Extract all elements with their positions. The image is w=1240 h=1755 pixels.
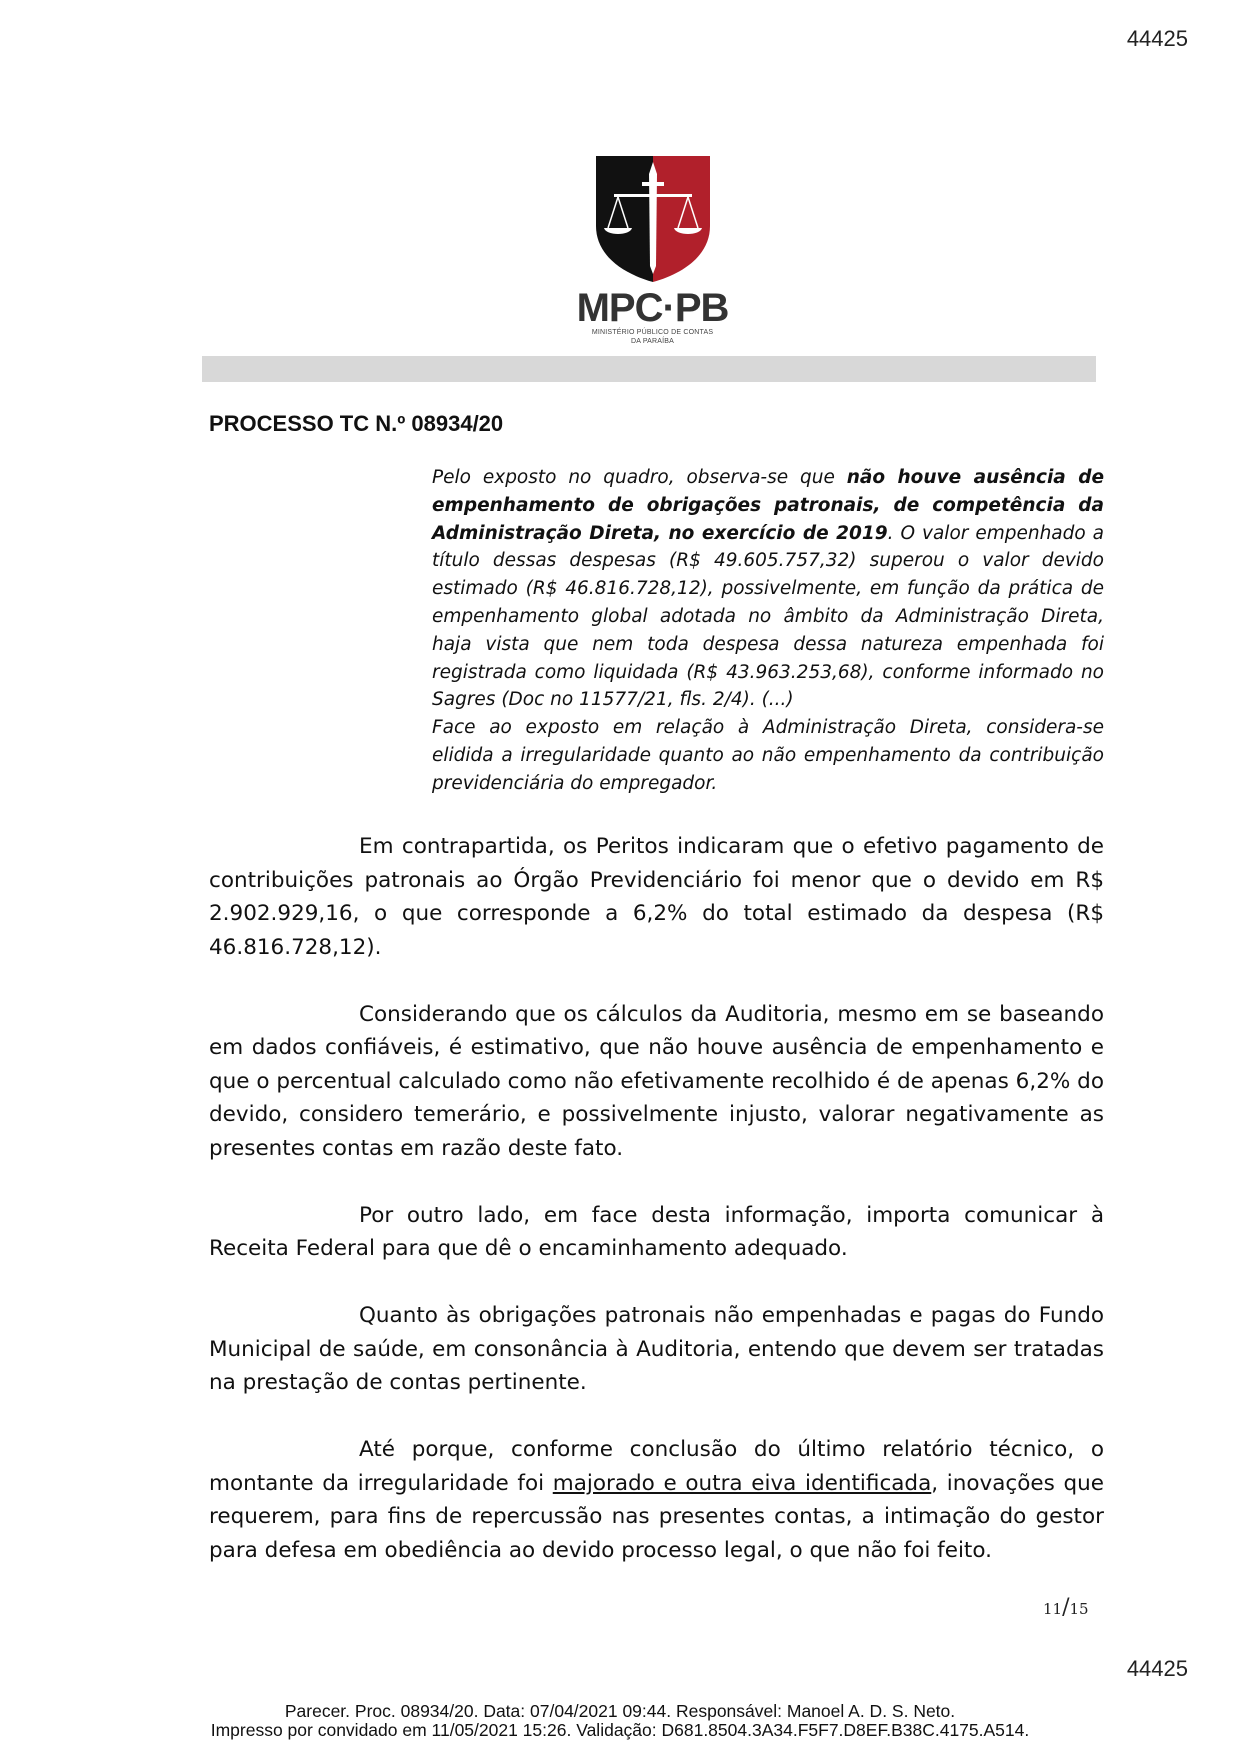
body-paragraph-5 (209, 1433, 1104, 1567)
body-p5-pre: Até porque, conforme conclusão do último relatório técnico, o montante da irregularidade foi (209, 1437, 1104, 1496)
validation-footer (0, 1702, 1240, 1740)
body-paragraph-3: Por outro lado, em face desta informação, importa comunicar à Receita Federal para que dê o encaminhamento adequado. (209, 1202, 1104, 1261)
body-paragraph-4: Quanto às obrigações patronais não empenhadas e pagas do Fundo Municipal de saúde, em consonância à Auditoria, entendo que devem ser tratadas na prestação de contas pertinente. (209, 1303, 1104, 1395)
quote-p1-pre: Pelo exposto no quadro, observa-se que (432, 467, 847, 488)
page-total: 15 (1069, 1600, 1089, 1618)
footer-line-1: Parecer. Proc. 08934/20. Data: 07/04/2021 09:44. Responsável: Manoel A. D. S. Neto. (284, 1701, 956, 1721)
document-stamp-top: 44425 (1126, 26, 1188, 51)
page-separator: / (1062, 1595, 1070, 1620)
document-stamp-bottom: 44425 (1126, 1656, 1188, 1681)
footer-line-2: Impresso por convidado em 11/05/2021 15:26. Validação: D681.8504.3A34.F5F7.D8EF.B38C.4175.A514. (210, 1720, 1030, 1740)
page-number (1043, 1595, 1089, 1620)
quote-p1-bold: não houve ausência de empenhamento de obrigações patronais, de competência da Administração Direta, no exercício de 2019 (432, 467, 1104, 544)
quote-paragraph-2: Face ao exposto em relação à Administração Direta, considera-se elidida a irregularidade quanto ao não empenhamento da contribuição previdenciária do empregador. (432, 717, 1104, 794)
document-body (209, 830, 1104, 1601)
body-p5-post: , inovações que requerem, para fins de repercussão nas presentes contas, a intimação do gestor para defesa em obediência ao devido processo legal, o que não foi feito. (209, 1470, 1104, 1563)
logo-brand: MPC·PB (576, 286, 729, 330)
body-paragraph-1: Em contrapartida, os Peritos indicaram que o efetivo pagamento de contribuições patronais ao Órgão Previdenciário foi menor que o devido em R$ 2.902.929,16, o que corresponde a 6,2% do total estimado da despesa (R$ 46.816.728,12). (209, 834, 1104, 960)
quote-paragraph-1 (432, 464, 1104, 714)
process-title: PROCESSO TC N.º 08934/20 (209, 411, 504, 436)
page-current: 11 (1043, 1600, 1063, 1618)
quote-p1-post: . O valor empenhado a título dessas despesas (R$ 49.605.757,32) superou o valor devido estimado (R$ 46.816.728,12), possivelmente, em função da prática de empenhamento global adotada no âmbito da Administração Direta, haja vista que nem toda despesa dessa natureza empenhada foi registrada como liquidada (R$ 43.963.253,68), conforme informado no Sagres (Doc no 11577/21, fls. 2/4). (...) (432, 522, 1104, 711)
body-paragraph-2: Considerando que os cálculos da Auditoria, mesmo em se baseando em dados confiáveis, é estimativo, que não houve ausência de empenhamento e que o percentual calculado como não efetivamente recolhido é de apenas 6,2% do devido, considero temerário, e possivelmente injusto, valorar negativamente as presentes contas em razão deste fato. (209, 1001, 1104, 1161)
scales-of-justice-shield-icon (596, 156, 710, 282)
block-quote (432, 464, 1104, 798)
header-divider-bar (202, 356, 1096, 382)
logo-subtitle-line1: MINISTÉRIO PÚBLICO DE CONTAS (591, 329, 714, 336)
mpc-pb-logo (596, 156, 710, 282)
logo-subtitle-line2: DA PARAÍBA (630, 338, 675, 345)
logo-text (570, 288, 735, 346)
body-p5-underlined: majorado e outra eiva identificada (552, 1470, 932, 1496)
